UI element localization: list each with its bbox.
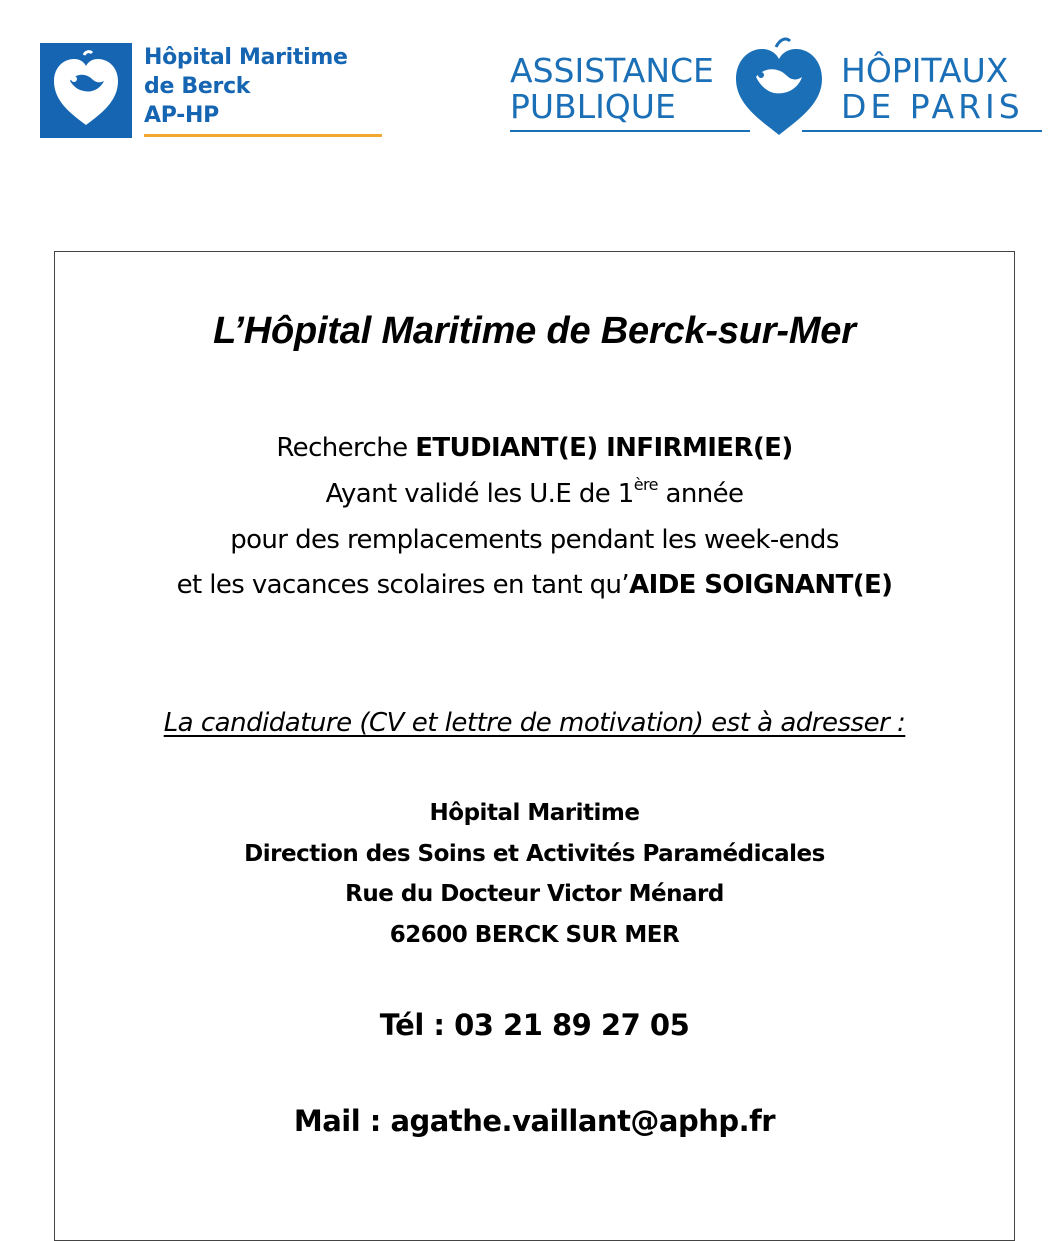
recruit-line-3: pour des remplacements pendant les week-ends xyxy=(230,525,839,555)
email-address[interactable]: Mail : agathe.vaillant@aphp.fr xyxy=(293,1104,776,1138)
recruit-text: Recherche xyxy=(276,433,416,463)
notice-title: L’Hôpital Maritime de Berck-sur-Mer xyxy=(213,310,856,352)
recruit-line-4 xyxy=(55,570,1014,600)
requirement-year: année xyxy=(657,479,744,509)
role-text: et les vacances scolaires en tant qu’ xyxy=(176,570,630,600)
recruit-position: ETUDIANT(E) INFIRMIER(E) xyxy=(415,433,793,463)
logo-underline xyxy=(144,134,382,137)
logo-word-assistance: ASSISTANCE xyxy=(510,51,714,90)
requirement-text: Ayant validé les U.E de 1 xyxy=(325,479,634,509)
logo-line-city: de Berck xyxy=(144,74,251,99)
ordinal-suffix: ère xyxy=(633,475,658,494)
aphp-logo xyxy=(508,35,1048,145)
application-heading: La candidature (CV et lettre de motivation) est à adresser : xyxy=(163,708,906,738)
logo-rule-right xyxy=(802,130,1042,132)
logo-word-de-paris: DE PARIS xyxy=(841,87,1024,126)
recruit-line-1 xyxy=(55,433,1014,463)
phone-number: Tél : 03 21 89 27 05 xyxy=(379,1008,690,1042)
logo-line-name: Hôpital Maritime xyxy=(144,45,348,70)
logo-rule-left xyxy=(510,130,750,132)
heart-bird-logo-icon xyxy=(40,43,132,138)
role-position: AIDE SOIGNANT(E) xyxy=(629,570,893,600)
address-line-1: Hôpital Maritime xyxy=(429,800,640,826)
address-line-2: Direction des Soins et Activités Paramédicales xyxy=(244,841,825,867)
hospital-logo xyxy=(40,43,385,139)
address-line-4: 62600 BERCK SUR MER xyxy=(389,922,680,948)
job-notice-frame xyxy=(54,251,1015,1241)
logo-line-org: AP-HP xyxy=(144,103,219,128)
logo-word-publique: PUBLIQUE xyxy=(510,87,676,126)
recruit-line-2 xyxy=(55,475,1014,509)
heart-dove-icon xyxy=(726,35,832,139)
logo-word-hopitaux: HÔPITAUX xyxy=(841,51,1009,90)
address-line-3: Rue du Docteur Victor Ménard xyxy=(345,881,724,907)
